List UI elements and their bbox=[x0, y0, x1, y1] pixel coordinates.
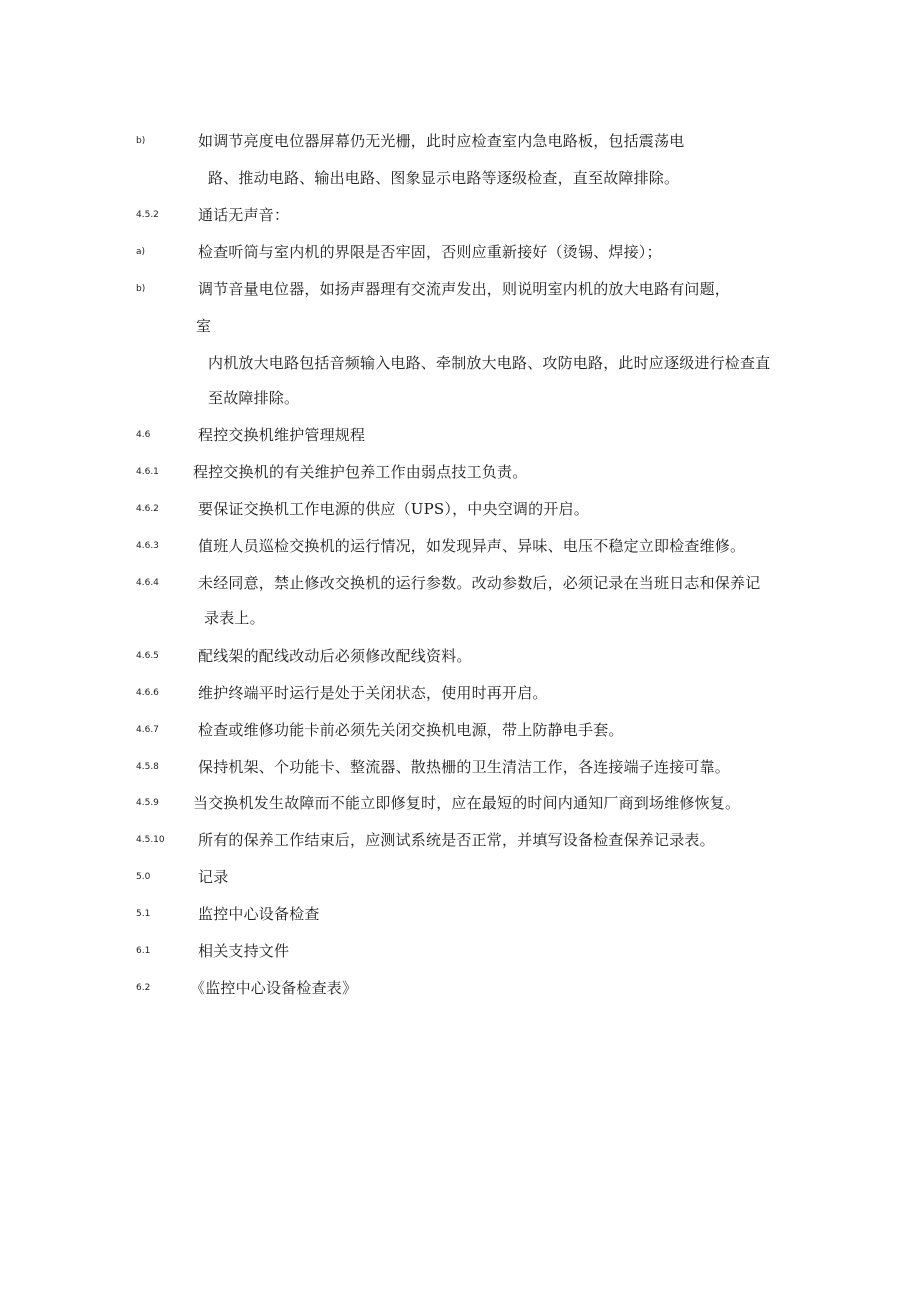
item-text: 内机放大电路包括音频输入电路、牵制放大电路、攻防电路，此时应逐级进行检查直 bbox=[208, 354, 771, 372]
item-number: 4.5.8 bbox=[136, 762, 159, 772]
item-text: 保持机架、个功能卡、整流器、散热栅的卫生清洁工作，各连接端子连接可靠。 bbox=[198, 758, 731, 776]
item-text: 程控交换机的有关维护包养工作由弱点技工负责。 bbox=[193, 463, 528, 481]
item-number: 5.1 bbox=[136, 909, 151, 919]
item-text: 通话无声音： bbox=[198, 206, 290, 224]
item-number: 4.6.4 bbox=[136, 578, 159, 588]
item-number: 5.0 bbox=[136, 872, 151, 882]
item-number: 6.2 bbox=[136, 983, 151, 993]
item-text: 要保证交换机工作电源的供应（UPS），中央空调的开启。 bbox=[198, 500, 589, 518]
item-text: 调节音量电位器，如扬声器理有交流声发出，则说明室内机的放大电路有问题， bbox=[198, 280, 731, 298]
section-heading: 相关支持文件 bbox=[198, 942, 290, 960]
item-number: 4.6.5 bbox=[136, 651, 159, 661]
item-text: 所有的保养工作结束后，应测试系统是否正常，并填写设备检查保养记录表。 bbox=[198, 831, 715, 849]
item-text: 路、推动电路、输出电路、图象显示电路等逐级检查，直至故障排除。 bbox=[208, 169, 680, 187]
item-number: 4.5.2 bbox=[136, 210, 159, 220]
item-text: 室 bbox=[196, 317, 212, 335]
item-number: 4.5.10 bbox=[136, 835, 165, 845]
item-number: 4.5.9 bbox=[136, 798, 159, 808]
item-number: 4.6.7 bbox=[136, 725, 159, 735]
item-text: 检查听筒与室内机的界限是否牢固，否则应重新接好（烫锡、焊接）； bbox=[198, 243, 662, 261]
item-text: 检查或维修功能卡前必须先关闭交换机电源，带上防静电手套。 bbox=[198, 721, 624, 739]
item-number: 4.6.3 bbox=[136, 541, 159, 551]
item-text: 至故障排除。 bbox=[208, 389, 300, 407]
section-heading: 记录 bbox=[198, 868, 229, 886]
section-heading: 程控交换机维护管理规程 bbox=[198, 426, 366, 444]
item-text: 当交换机发生故障而不能立即修复时，应在最短的时间内通知厂商到场维修恢复。 bbox=[193, 794, 741, 812]
item-number: b) bbox=[136, 136, 146, 146]
item-text: 维护终端平时运行是处于关闭状态，使用时再开启。 bbox=[198, 684, 548, 702]
item-text: 未经同意，禁止修改交换机的运行参数。改动参数后，必须记录在当班日志和保养记 bbox=[198, 574, 761, 592]
item-text: 值班人员巡检交换机的运行情况，如发现异声、异味、电压不稳定立即检查维修。 bbox=[198, 537, 746, 555]
item-number: 4.6.1 bbox=[136, 467, 159, 477]
item-number: 4.6 bbox=[136, 430, 151, 440]
item-number: 6.1 bbox=[136, 946, 151, 956]
item-number: 4.6.2 bbox=[136, 504, 159, 514]
item-text: 《监控中心设备检查表》 bbox=[190, 979, 358, 997]
item-number: a) bbox=[136, 247, 146, 257]
item-text: 配线架的配线改动后必须修改配线资料。 bbox=[198, 647, 472, 665]
item-text: 如调节亮度电位器屏幕仍无光栅，此时应检查室内急电路板，包括震荡电 bbox=[198, 132, 685, 150]
section-heading: 监控中心设备检查 bbox=[198, 905, 320, 923]
item-number: 4.6.6 bbox=[136, 688, 159, 698]
item-text: 录表上。 bbox=[204, 609, 265, 627]
item-number: b) bbox=[136, 284, 146, 294]
